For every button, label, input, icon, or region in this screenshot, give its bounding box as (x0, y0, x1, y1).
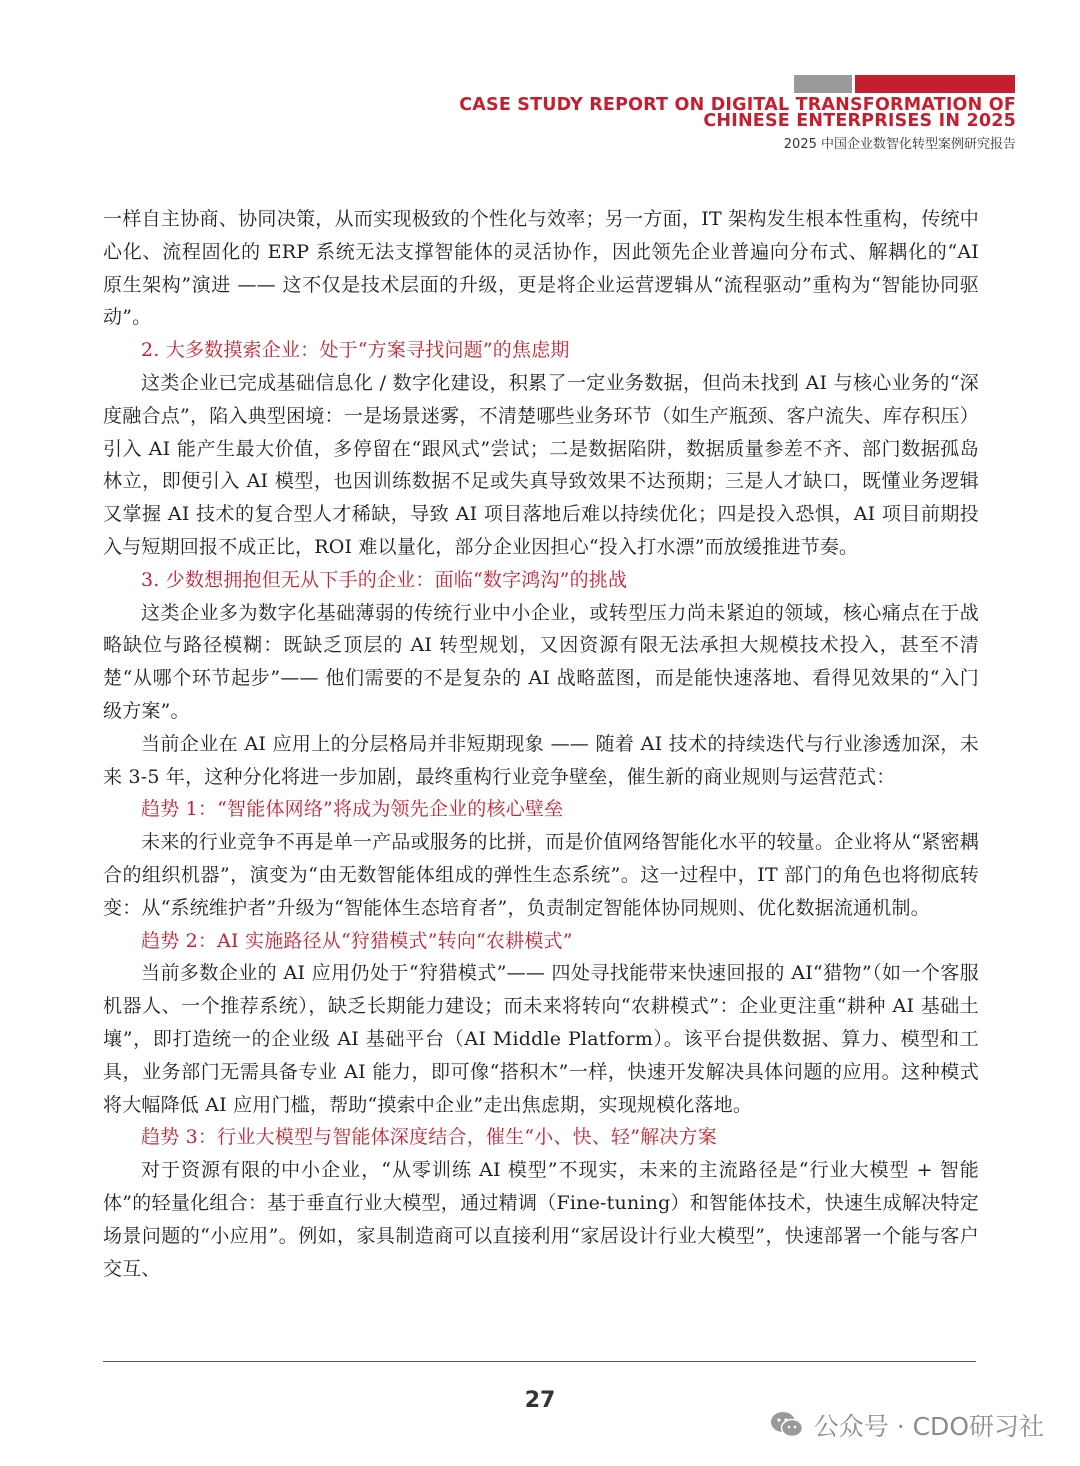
header-red-bar (855, 75, 1015, 93)
header-title-en (459, 97, 1016, 129)
paragraph-trend-2: 当前多数企业的 AI 应用仍处于“狩猎模式”—— 四处寻找能带来快速回报的 AI“猎物”（如一个客服机器人、一个推荐系统），缺乏长期能力建设；而未来将转向“农耕模式”：企业更注重“耕种 AI 基础土壤”，即打造统一的企业级 AI 基础平台（AI Middle Platform）。该平台提供数据、算力、模型和工具，业务部门无需具备专业 AI 能力，即可像“搭积木”一样，快速开发解决具体问题的应用。这种模式将大幅降低 AI 应用门槛，帮助“摸索中企业”走出焦虑期，实现规模化落地。 (103, 962, 979, 1116)
watermark (770, 1407, 1044, 1443)
trend-heading-2: 趋势 2：AI 实施路径从“狩猎模式”转向“农耕模式” (141, 929, 573, 952)
watermark-text: 公众号 · CDO研习社 (813, 1412, 1044, 1441)
paragraph-trend-1: 未来的行业竞争不再是单一产品或服务的比拼，而是价值网络智能化水平的较量。企业将从“紧密耦合的组织机器”，演变为“由无数智能体组成的弹性生态系统”。这一过程中，IT 部门的角色也将彻底转变：从“系统维护者”升级为“智能体生态培育者”，负责制定智能体协同规则、优化数据流通机制。 (103, 831, 979, 919)
trend-heading-1: 趋势 1：“智能体网络”将成为领先企业的核心壁垒 (141, 798, 564, 821)
paragraph-architecture: 一样自主协商、协同决策，从而实现极致的个性化与效率；另一方面，IT 架构发生根本性重构，传统中心化、流程固化的 ERP 系统无法支撑智能体的灵活协作，因此领先企业普遍向分布式、解耦化的“AI 原生架构”演进 —— 这不仅是技术层面的升级，更是将企业运营逻辑从“流程驱动”重构为“智能协同驱动”。 (103, 208, 979, 329)
header-gray-bar (794, 75, 852, 93)
section-heading-2: 2. 大多数摸索企业：处于“方案寻找问题”的焦虑期 (141, 339, 570, 362)
footer-divider (103, 1361, 976, 1362)
report-body (103, 203, 979, 1285)
paragraph-layered-pattern: 当前企业在 AI 应用上的分层格局并非短期现象 —— 随着 AI 技术的持续迭代与行业渗透加深，未来 3-5 年，这种分化将进一步加剧，最终重构行业竞争壁垒，催生新的商业规则与运营范式： (103, 732, 979, 788)
wechat-icon (770, 1410, 804, 1440)
header-title-cn: 2025 中国企业数智化转型案例研究报告 (783, 137, 1016, 152)
page-number: 27 (524, 1388, 556, 1413)
paragraph-digital-divide: 这类企业多为数字化基础薄弱的传统行业中小企业，或转型压力尚未紧迫的领域，核心痛点在于战略缺位与路径模糊：既缺乏顶层的 AI 转型规划，又因资源有限无法承担大规模技术投入，甚至不清楚“从哪个环节起步”—— 他们需要的不是复杂的 AI 战略蓝图，而是能快速落地、看得见效果的“入门级方案”。 (103, 601, 979, 722)
trend-heading-3: 趋势 3：行业大模型与智能体深度结合，催生“小、快、轻”解决方案 (141, 1126, 717, 1149)
section-heading-3: 3. 少数想拥抱但无从下手的企业：面临“数字鸿沟”的挑战 (141, 568, 628, 591)
paragraph-exploring-enterprises: 这类企业已完成基础信息化 / 数字化建设，积累了一定业务数据，但尚未找到 AI 与核心业务的“深度融合点”，陷入典型困境：一是场景迷雾，不清楚哪些业务环节（如生产瓶颈、客户流失、库存积压）引入 AI 能产生最大价值，多停留在“跟风式”尝试；二是数据陷阱，数据质量参差不齐、部门数据孤岛林立，即便引入 AI 模型，也因训练数据不足或失真导致效果不达预期；三是人才缺口，既懂业务逻辑又掌握 AI 技术的复合型人才稀缺，导致 AI 项目落地后难以持续优化；四是投入恐惧，AI 项目前期投入与短期回报不成正比，ROI 难以量化，部分企业因担心“投入打水漂”而放缓推进节奏。 (103, 371, 979, 558)
paragraph-trend-3: 对于资源有限的中小企业，“从零训练 AI 模型”不现实，未来的主流路径是“行业大模型 + 智能体”的轻量化组合：基于垂直行业大模型，通过精调（Fine-tuning）和智能体技术，快速生成解决特定场景问题的“小应用”。例如，家具制造商可以直接利用“家居设计行业大模型”，快速部署一个能与客户交互、 (103, 1159, 979, 1280)
header-title-en-line1: CASE STUDY REPORT ON DIGITAL TRANSFORMATION OF (459, 95, 1016, 115)
header-title-en-line2: CHINESE ENTERPRISES IN 2025 (703, 111, 1016, 131)
